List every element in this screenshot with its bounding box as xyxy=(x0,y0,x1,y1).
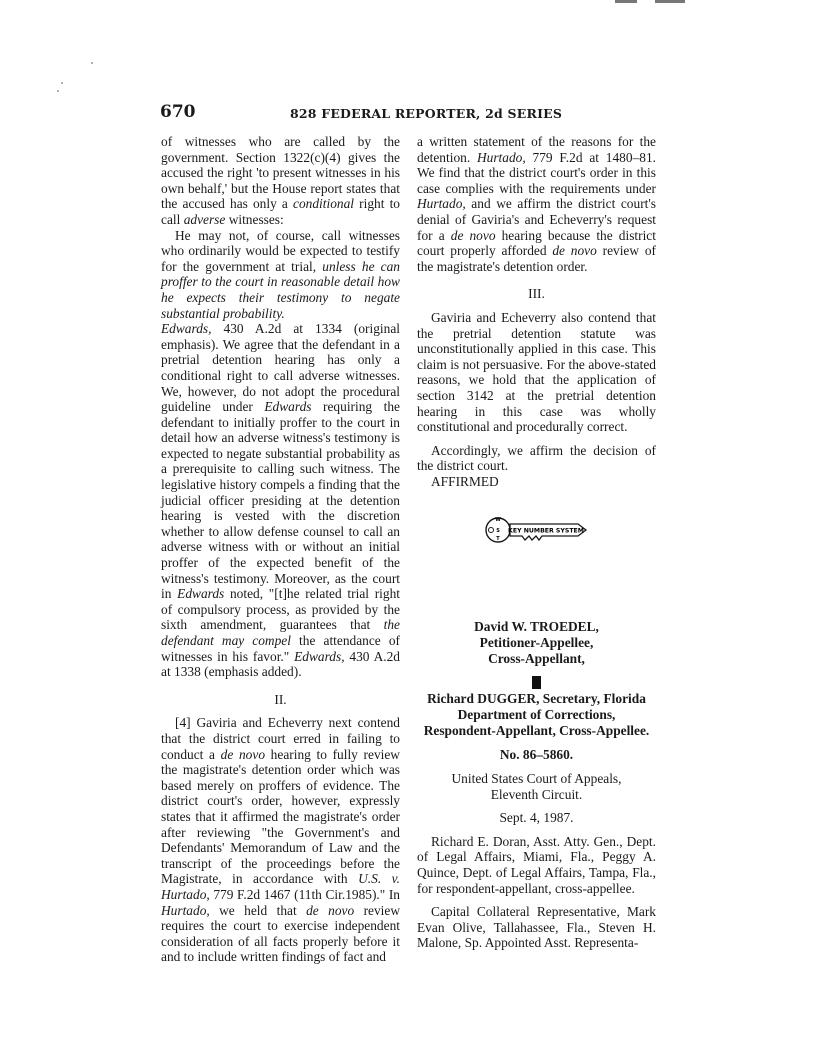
paragraph: Accordingly, we affirm the decision of the district court. xyxy=(417,442,656,474)
respondent-dept: Department of Corrections, xyxy=(457,707,616,723)
section-heading: III. xyxy=(528,286,545,302)
docket-number: No. 86–5860. xyxy=(499,747,574,763)
court-name: United States Court of Appeals, xyxy=(451,771,622,787)
petitioner-role: Cross-Appellant, xyxy=(488,651,585,667)
svg-text:W: W xyxy=(494,517,501,524)
petitioner-name: David W. TROEDEL, xyxy=(474,619,599,635)
svg-text:KEY NUMBER SYSTEM: KEY NUMBER SYSTEM xyxy=(507,527,584,535)
block-quote: He may not, of course, call witnesses who ordinarily would be expected to testify for the government at trial, unless he can proffer to the court in reasonable detail how he expects their testimony to negate substantial probability. xyxy=(161,227,400,321)
respondent-name: Richard DUGGER, Secretary, Florida xyxy=(427,691,646,707)
petitioner-role: Petitioner-Appellee, xyxy=(479,635,594,651)
scan-edge-marks xyxy=(615,0,695,6)
decision-date: Sept. 4, 1987. xyxy=(499,810,574,826)
counsel-paragraph: Capital Collateral Representative, Mark Evan Olive, Tallahassee, Fla., Steven H. Malone, Sp. Appointed Asst. Representa- xyxy=(417,904,656,951)
running-head: 828 FEDERAL REPORTER, 2d SERIES xyxy=(290,106,563,121)
versus-mark: v. xyxy=(532,676,541,689)
right-column xyxy=(417,134,656,951)
paragraph: [4] Gaviria and Echeverry next contend that the district court erred in failing to conduct a de novo hearing to fully review the magistrate's detention order which was based merely on proffers of evidence. The district court's order, however, expressly states that it affirmed the magistrate's order after reviewing "the Government's and Defendants' Memorandum of Law and the transcript of the proceedings before the Magistrate, in accordance with U.S. v. Hurtado, 779 F.2d 1467 (11th Cir.1985)." In Hurtado, we held that de novo review requires the court to exercise independent consideration of all facts properly before it and to include written findings of fact and xyxy=(161,715,401,965)
section-heading: II. xyxy=(274,691,287,707)
disposition: AFFIRMED xyxy=(431,473,499,489)
paragraph: Edwards, 430 A.2d at 1334 (original emphasis). We agree that the defendant in a pretrial detention hearing has only a conditional right to call adverse witnesses. We, however, do not adopt the procedural guideline under Edwards requiring the defendant to initially proffer to the court in detail how an adverse witness's testimony is expected to negate substantial probability as a prerequisite to calling such witness. The legislative history compels a finding that the judicial officer presiding at the detention hearing is vested with the discretion whether to allow defense counsel to call an adverse witness with or without an initial proffer of the expected benefit of the witness's testimony. Moreover, as the court in Edwards noted, "[t]he related trial right of compulsory process, as provided by the sixth amendment, guarantees that the defendant may compel the attendance of witnesses in his favor." Edwards, 430 A.2d at 1338 (emphasis added). xyxy=(161,321,401,680)
svg-text:T: T xyxy=(495,536,500,543)
svg-text:S: S xyxy=(495,528,500,535)
key-number-logo xyxy=(482,511,592,549)
paragraph: a written statement of the reasons for the detention. Hurtado, 779 F.2d at 1480–81. We find that the district court's order in this case complies with the requirements under Hurtado, and we affirm the district court's denial of Gaviria's and Echeverry's request for a de novo hearing because the district court properly afforded de novo review of the magistrate's detention order. xyxy=(417,134,656,274)
left-column xyxy=(161,134,400,965)
respondent-role: Respondent-Appellant, Cross-Appellee. xyxy=(423,723,650,739)
counsel-paragraph: Richard E. Doran, Asst. Atty. Gen., Dept. of Legal Affairs, Miami, Fla., Peggy A. Quince, Dept. of Legal Affairs, Tampa, Fla., for respondent-appellant, cross-appellee. xyxy=(417,833,656,896)
scan-speck xyxy=(91,62,93,64)
scan-speck xyxy=(61,82,63,84)
case-caption xyxy=(417,619,656,951)
court-circuit: Eleventh Circuit. xyxy=(490,786,583,802)
paragraph: Gaviria and Echeverry also contend that the pretrial detention statute was unconstitutionally applied in this case. This claim is not persuasive. For the above-stated reasons, we hold that the application of section 3142 at the pretrial detention hearing in this case was wholly constitutional and procedurally correct. xyxy=(417,309,656,435)
paragraph: of witnesses who are called by the government. Section 1322(c)(4) gives the accused the right 'to present witnesses in his own behalf,' but the House report states that the accused has only a conditional right to call adverse witnesses: xyxy=(161,134,400,227)
scan-speck xyxy=(57,90,59,92)
page-number: 670 xyxy=(160,102,196,122)
